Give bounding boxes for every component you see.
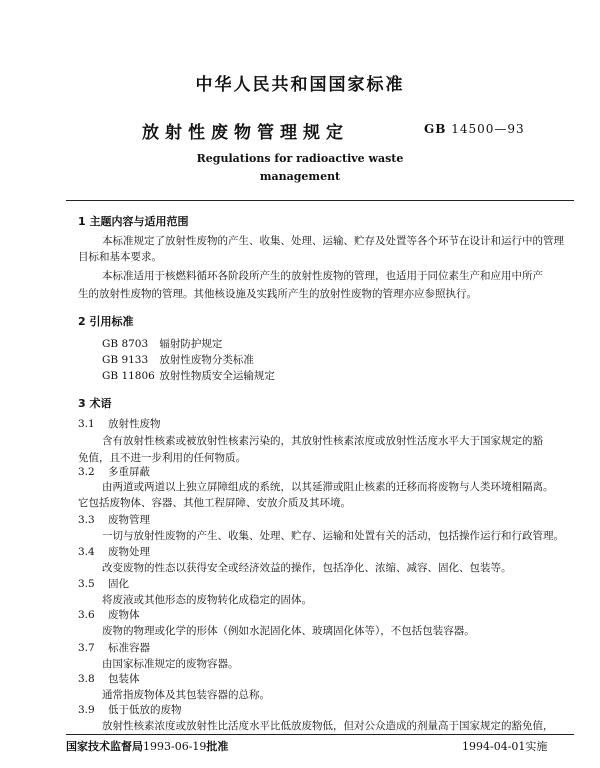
term-name: 多重屏蔽 <box>108 466 150 478</box>
reference-code: GB 9133 <box>102 354 149 366</box>
term-3-2-heading <box>78 466 150 479</box>
term-name: 废物管理 <box>108 514 150 526</box>
term-name: 放射性废物 <box>108 418 161 430</box>
term-number: 3.1 <box>78 418 95 430</box>
term-3-4-heading <box>78 546 150 559</box>
term-name: 废物处理 <box>108 546 150 558</box>
reference-code: GB 8703 <box>102 338 149 350</box>
reference-title: 辐射防护规定 <box>159 338 223 350</box>
effective-word: 实施 <box>525 740 548 753</box>
term-3-6-heading <box>78 609 140 622</box>
section-1-p1-line1: 本标准规定了放射性废物的产生、收集、处理、运输、贮存及处置等各个环节在设计和运行中的管理 <box>102 235 564 247</box>
footer-divider <box>66 734 574 735</box>
term-number: 3.5 <box>78 578 95 590</box>
section-1-heading: 1 主题内容与适用范围 <box>78 215 189 228</box>
term-number: 3.8 <box>78 673 95 685</box>
term-name: 标准容器 <box>108 642 150 654</box>
term-3-5-def-line1: 将废液或其他形态的废物转化成稳定的固体。 <box>102 594 312 606</box>
section-1-p2-line2: 生的放射性废物的管理。其他核设施及实践所产生的放射性废物的管理亦应参照执行。 <box>78 288 477 300</box>
term-3-1-def-line1: 含有放射性核素或被放射性核素污染的，其放射性核素浓度或放射性活度水平大于国家规定的豁 <box>102 435 543 447</box>
term-3-6-def-line1: 废物的物理或化学的形体（例如水泥固化体、玻璃固化体等），不包括包装容器。 <box>102 625 475 637</box>
term-3-1-def-line2: 免值，且不进一步利用的任何物质。 <box>78 452 246 464</box>
term-3-1-heading <box>78 418 161 431</box>
standard-title: 中华人民共和国国家标准 <box>195 75 405 95</box>
english-title <box>0 150 600 186</box>
term-number: 3.9 <box>78 704 95 716</box>
standard-code-prefix: GB <box>424 122 447 136</box>
english-title-line2: management <box>259 170 341 183</box>
term-3-8-def-line1: 通常指废物体及其包装容器的总称。 <box>102 689 270 701</box>
term-number: 3.7 <box>78 642 95 654</box>
term-3-2-def-line1: 由两道或两道以上独立屏障组成的系统，以其延滞或阻止核素的迁移而将废物与人类环境相隔离。 <box>102 481 554 493</box>
document-title: 放射性废物管理规定 <box>142 123 349 143</box>
term-3-3-def-line1: 一切与放射性废物的产生、收集、处理、贮存、运输和处置有关的活动，包括操作运行和行政管理。 <box>102 530 564 542</box>
term-3-4-def-line1: 改变废物的性态以获得安全或经济效益的操作，包括净化、浓缩、减容、固化、包装等。 <box>102 562 512 574</box>
issue-word: 批准 <box>206 740 229 753</box>
term-number: 3.3 <box>78 514 95 526</box>
section-1-p1-line2: 目标和基本要求。 <box>78 251 162 263</box>
issue-date: 1993-06-19 <box>143 740 207 753</box>
header-divider <box>66 200 574 201</box>
section-2-heading: 2 引用标准 <box>78 315 134 328</box>
term-name: 包装体 <box>108 673 140 685</box>
footer-effective <box>462 738 547 754</box>
term-3-7-heading <box>78 642 150 655</box>
term-3-2-def-line2: 它包括废物体、容器、其他工程屏障、安放介质及其环境。 <box>78 497 351 509</box>
term-3-3-heading <box>78 514 150 527</box>
reference-code: GB 11806 <box>102 370 155 382</box>
reference-title: 放射性废物分类标准 <box>159 354 254 366</box>
term-3-7-def-line1: 由国家标准规定的废物容器。 <box>102 658 239 670</box>
footer-approval <box>66 738 228 754</box>
term-name: 废物体 <box>108 609 140 621</box>
term-3-5-heading <box>78 578 129 591</box>
term-number: 3.6 <box>78 609 95 621</box>
section-1-p2-line1: 本标准适用于核燃料循环各阶段所产生的放射性废物的管理，也适用于同位素生产和应用中所产 <box>102 270 543 282</box>
reference-item <box>102 352 254 367</box>
term-name: 低于低放的废物 <box>108 704 182 716</box>
english-title-line1: Regulations for radioactive waste <box>196 152 404 165</box>
section-3-heading: 3 术语 <box>78 397 112 410</box>
reference-item <box>102 336 222 351</box>
standard-code <box>424 122 525 136</box>
term-3-9-def-line1: 放射性核素浓度或放射性比活度水平比低放废物低，但对公众造成的剂量高于国家规定的豁免值， <box>102 720 554 732</box>
term-name: 固化 <box>108 578 129 590</box>
term-number: 3.4 <box>78 546 95 558</box>
effective-date: 1994-04-01 <box>462 740 526 753</box>
issuer: 国家技术监督局 <box>66 740 143 753</box>
reference-item <box>102 368 275 383</box>
standard-code-number: 14500—93 <box>451 122 525 136</box>
term-3-9-heading <box>78 704 182 717</box>
reference-title: 放射性物质安全运输规定 <box>159 370 275 382</box>
term-3-8-heading <box>78 673 140 686</box>
term-number: 3.2 <box>78 466 95 478</box>
